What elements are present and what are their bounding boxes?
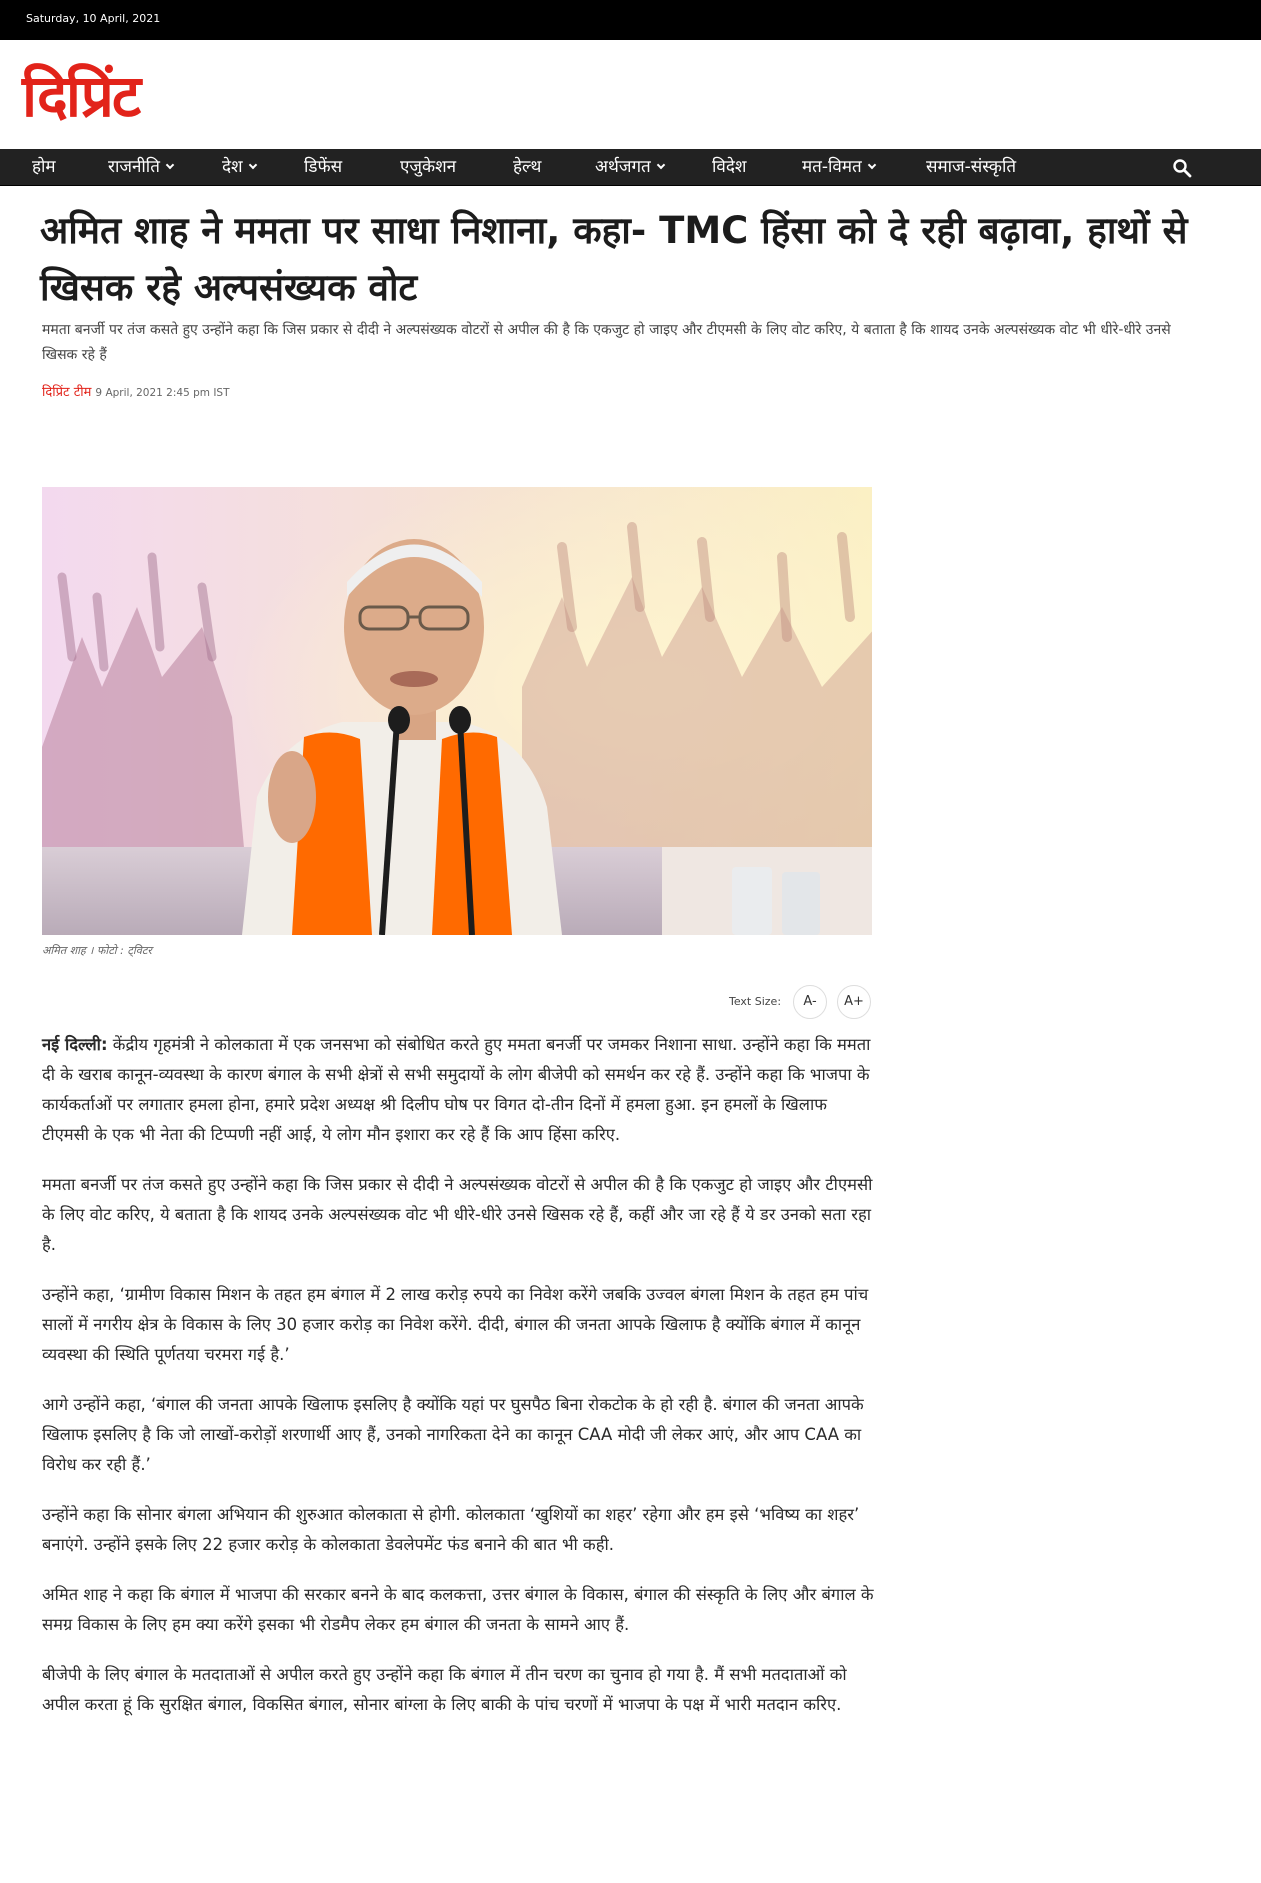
logo-text: दिप्रिंट: [22, 62, 140, 130]
nav-item-society-culture[interactable]: समाज-संस्कृति: [926, 157, 1017, 177]
chevron-down-icon: [248, 161, 256, 169]
article-headline: अमित शाह ने ममता पर साधा निशाना, कहा- TMC हिंसा को दे रही बढ़ावा, हाथों से खिसक रहे अल्पसंख्यक वोट: [40, 209, 1188, 309]
chevron-down-icon: [656, 161, 664, 169]
article-body: [42, 1030, 878, 1740]
text-size-decrease-button[interactable]: A-: [793, 985, 827, 1019]
article-paragraph: ममता बनर्जी पर तंज कसते हुए उन्होंने कहा कि जिस प्रकार से दीदी ने अल्पसंख्यक वोटरों से अपील की है कि एकजुट हो जाइए और टीएमसी के लिए वोट करिए, ये बताता है कि शायद उनके अल्पसंख्यक वोट भी धीरे-धीरे उनसे खिसक रहे हैं, कहीं और जा रहे हैं ये डर उनको सता रहा है.: [42, 1175, 873, 1254]
text-size-increase-button[interactable]: A+: [837, 985, 871, 1019]
byline: [42, 382, 230, 400]
nav-item-country[interactable]: देश: [222, 149, 256, 186]
nav-item-politics[interactable]: राजनीति: [108, 149, 173, 186]
article-paragraph: आगे उन्होंने कहा, ‘बंगाल की जनता आपके खिलाफ इसलिए है क्योंकि यहां पर घुसपैठ बिना रोकटोक के हो रही है. बंगाल की जनता आपके खिलाफ इसलिए है कि जो लाखों-करोड़ों शरणार्थी आए हैं, उनको नागरिकता देने का कानून CAA मोदी जी लेकर आएं, और आप CAA का विरोध कर रही हैं.’: [42, 1395, 864, 1474]
top-bar: [0, 0, 1261, 40]
chevron-down-icon: [867, 161, 875, 169]
current-date: Saturday, 10 April, 2021: [26, 12, 161, 25]
nav-item-health[interactable]: हेल्थ: [513, 157, 542, 177]
text-size-label: Text Size:: [729, 995, 782, 1008]
nav-item-education[interactable]: एजुकेशन: [400, 157, 457, 177]
main-nav: [0, 149, 1261, 186]
article-paragraph: नई दिल्ली: केंद्रीय गृहमंत्री ने कोलकाता में एक जनसभा को संबोधित करते हुए ममता बनर्जी पर जमकर निशाना साधा. उन्होंने कहा कि ममता दी के खराब कानून-व्यवस्था के कारण बंगाल के सभी क्षेत्रों से सभी समुदायों के लोग बीजेपी को समर्थन कर रहे हैं. उन्होंने कहा कि भाजपा के कार्यकर्ताओं पर लगातार हमला होना, हमारे प्रदेश अध्यक्ष श्री दिलीप घोष पर विगत दो-तीन दिनों में हमला हुआ. इन हमलों के खिलाफ टीएमसी के एक भी नेता की टिप्पणी नहीं आई, ये लोग मौन इशारा कर रहे हैं कि आप हिंसा करिए.: [42, 1035, 871, 1144]
dateline: नई दिल्ली:: [42, 1035, 108, 1054]
publish-timestamp: 9 April, 2021 2:45 pm IST: [95, 387, 230, 399]
article-paragraph: अमित शाह ने कहा कि बंगाल में भाजपा की सरकार बनने के बाद कलकत्ता, उत्तर बंगाल के विकास, बंगाल की संस्कृति के लिए और बंगाल के समग्र विकास के लिए हम क्या करेंगे इसका भी रोडमैप लेकर हम बंगाल की जनता के सामने आए हैं.: [42, 1585, 874, 1634]
chevron-down-icon: [166, 161, 174, 169]
article-paragraph: उन्होंने कहा, ‘ग्रामीण विकास मिशन के तहत हम बंगाल में 2 लाख करोड़ रुपये का निवेश करेंगे जबकि उज्वल बंगला मिशन के तहत हम पांच सालों में नगरीय क्षेत्र के विकास के लिए 30 हजार करोड़ का निवेश करेंगे. दीदी, बंगाल की जनता आपके खिलाफ है क्योंकि बंगाल में कानून व्यवस्था की स्थिति पूर्णतया चरमरा गई है.’: [42, 1285, 869, 1364]
nav-item-defence[interactable]: डिफेंस: [304, 157, 343, 177]
nav-item-opinion[interactable]: मत-विमत: [802, 149, 875, 186]
hero-image: [42, 487, 876, 935]
search-icon[interactable]: [1172, 158, 1192, 178]
article-subtitle: ममता बनर्जी पर तंज कसते हुए उन्होंने कहा कि जिस प्रकार से दीदी ने अल्पसंख्यक वोटरों से अपील की है कि एकजुट हो जाइए और टीएमसी के लिए वोट करिए, ये बताता है कि शायद उनके अल्पसंख्यक वोट भी धीरे-धीरे उनसे खिसक रहे हैं: [42, 322, 1171, 363]
article-paragraph: उन्होंने कहा कि सोनार बंगला अभियान की शुरुआत कोलकाता से होगी. कोलकाता ‘खुशियों का शहर’ रहेगा और हम इसे ‘भविष्य का शहर’ बनाएंगे. उन्होंने इसके लिए 22 हजार करोड़ के कोलकाता डेवलेपमेंट फंड बनाने की बात भी कही.: [42, 1505, 860, 1554]
nav-item-world[interactable]: विदेश: [712, 157, 747, 177]
author-link[interactable]: दिप्रिंट टीम: [42, 385, 92, 400]
image-caption: अमित शाह । फोटो : ट्विटर: [42, 944, 152, 957]
nav-item-economy[interactable]: अर्थजगत: [595, 149, 664, 186]
article-paragraph: बीजेपी के लिए बंगाल के मतदाताओं से अपील करते हुए उन्होंने कहा कि बंगाल में तीन चरण का चुनाव हो गया है. मैं सभी मतदाताओं को अपील करता हूं कि सुरक्षित बंगाल, विकसित बंगाल, सोनार बांग्ला के लिए बाकी के पांच चरणों में भाजपा के पक्ष में भारी मतदान करिए.: [42, 1665, 847, 1714]
site-logo[interactable]: [22, 50, 232, 142]
nav-item-home[interactable]: होम: [32, 157, 56, 177]
